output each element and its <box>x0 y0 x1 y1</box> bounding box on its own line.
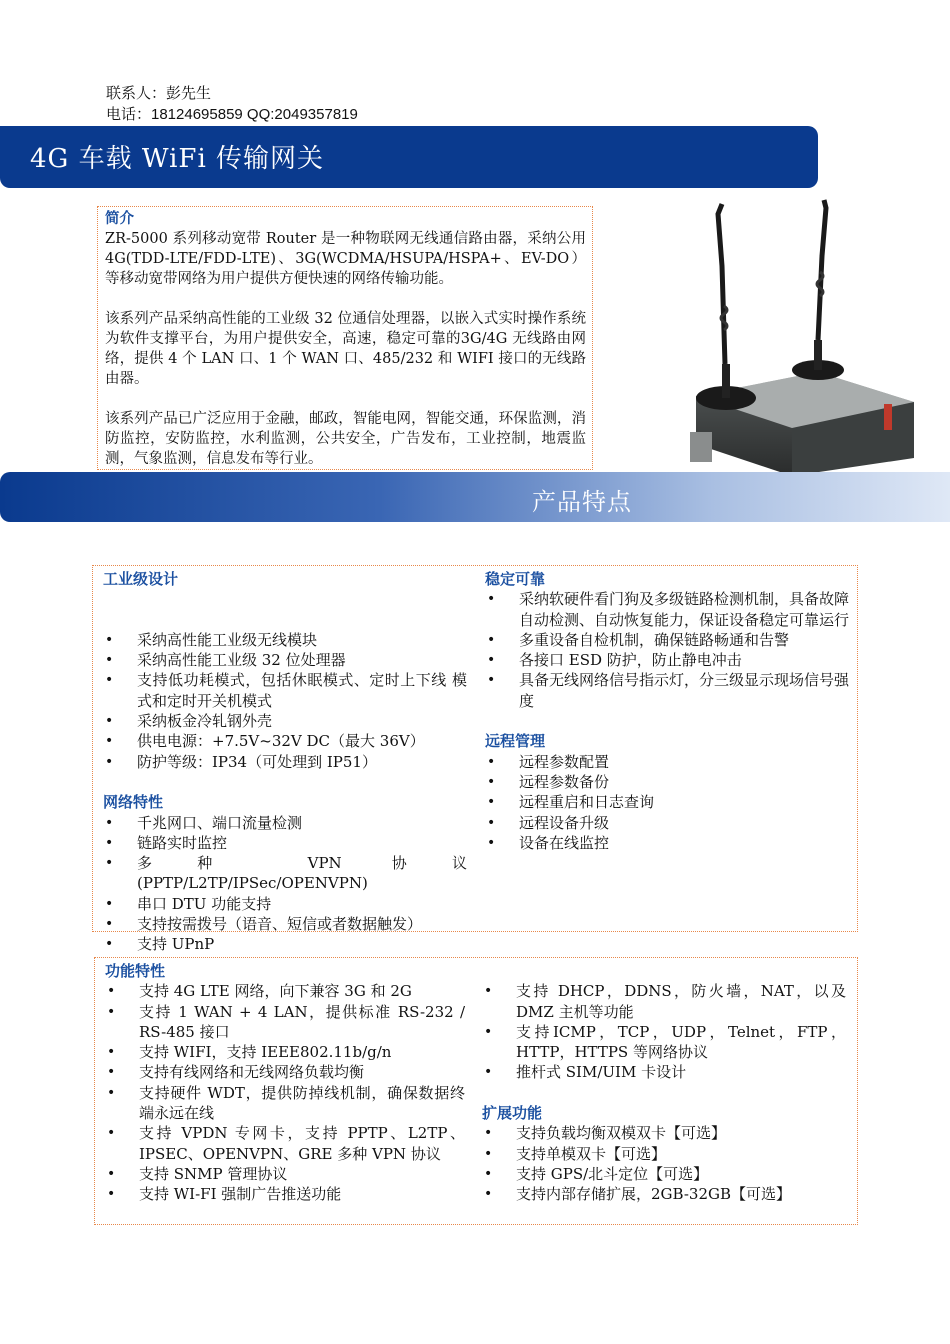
list-item: • 支持 1 WAN + 4 LAN，提供标准 RS-232 / RS-485 接口 <box>105 1002 465 1043</box>
intro-paragraph: 该系列产品采纳高性能的工业级 32 位通信处理器，以嵌入式实时操作系统为软件支撑平台，为用户提供安全，高速，稳定可靠的3G/4G 无线路由网络，提供 4 个 LAN 口、1 个 WAN 口、485/232 和 WIFI 接口的无线路由器。 <box>105 311 586 387</box>
contact-person: 联系人：彭先生 <box>106 85 212 102</box>
list-item: • 支持 4G LTE 网络，向下兼容 3G 和 2G <box>105 981 465 1001</box>
intro-paragraph: 该系列产品已广泛应用于金融，邮政，智能电网，智能交通，环保监测，消防监控，安防监控，水利监测，公共安全，广告发布，工业控制，地震监测，气象监测，信息发布等行业。 <box>105 411 586 467</box>
list-item: • 支持 DHCP，DDNS，防火墙，NAT，以及 DMZ 主机等功能 <box>482 981 846 1022</box>
title-banner <box>0 126 818 188</box>
intro-heading: 简介 <box>105 210 134 227</box>
list-item: • 采纳软硬件看门狗及多级链路检测机制，具备故障自动检测、自动恢复能力，保证设备稳定可靠运行 <box>485 589 849 630</box>
features-band <box>0 472 950 522</box>
features-box <box>92 565 858 954</box>
list-item: • 远程参数备份 <box>485 772 849 792</box>
industrial-heading: 工业级设计 <box>103 570 179 588</box>
list-item: • 支持按需拨号（语音、短信或者数据触发） <box>103 914 467 934</box>
features-band-title: 产品特点 <box>532 488 632 516</box>
intro-box <box>97 206 593 470</box>
list-item: • 供电电源：+7.5V~32V DC（最大 36V） <box>103 731 467 751</box>
list-item: • 支持内部存储扩展，2GB-32GB【可选】 <box>482 1184 846 1204</box>
list-item: • 链路实时监控 <box>103 833 467 853</box>
list-item: • 串口 DTU 功能支持 <box>103 894 467 914</box>
list-item: • 各接口 ESD 防护，防止静电冲击 <box>485 650 849 670</box>
list-item: • 设备在线监控 <box>485 833 849 853</box>
list-item: • 远程参数配置 <box>485 752 849 772</box>
list-item: • 采纳高性能工业级无线模块 <box>103 630 467 650</box>
remote-list <box>485 752 849 853</box>
industrial-list <box>103 630 467 772</box>
list-item: • 多重设备自检机制，确保链路畅通和告警 <box>485 630 849 650</box>
list-item: • 推杆式 SIM/UIM 卡设计 <box>482 1062 846 1082</box>
stable-heading: 稳定可靠 <box>485 570 546 588</box>
functions-right-list <box>482 981 846 1082</box>
extension-heading: 扩展功能 <box>482 1104 543 1123</box>
list-item: • 千兆网口、端口流量检测 <box>103 813 467 833</box>
list-item: • 采纳板金冷轧钢外壳 <box>103 711 467 731</box>
functions-heading: 功能特性 <box>105 962 166 980</box>
list-item: • 防护等级：IP34（可处理到 IP51） <box>103 752 467 772</box>
list-item: • 支持 WI-FI 强制广告推送功能 <box>105 1184 465 1204</box>
functions-box <box>94 957 858 1225</box>
list-item: • 支持 UPnP <box>103 934 467 954</box>
list-item: • 支持负载均衡双模双卡【可选】 <box>482 1123 846 1143</box>
functions-list <box>105 981 465 1204</box>
list-item: • 多种 VPN 协议(PPTP/L2TP/IPSec/OPENVPN) <box>103 853 467 894</box>
list-item: • 支持 VPDN 专网卡，支持 PPTP、L2TP、IPSEC、OPENVPN、GRE 多种 VPN 协议 <box>105 1123 465 1164</box>
contact-phone: 电话：18124695859 QQ:2049357819 <box>106 106 358 123</box>
features-left-column <box>103 569 467 955</box>
features-right-column <box>485 569 849 853</box>
list-item: • 支持 SNMP 管理协议 <box>105 1164 465 1184</box>
router-image <box>688 196 914 476</box>
remote-heading: 远程管理 <box>485 732 546 751</box>
list-item: • 远程重启和日志查询 <box>485 792 849 812</box>
list-item: • 支持有线网络和无线网络负载均衡 <box>105 1062 465 1082</box>
functions-left-column <box>105 961 465 1205</box>
list-item: • 支持 GPS/北斗定位【可选】 <box>482 1164 846 1184</box>
list-item: • 采纳高性能工业级 32 位处理器 <box>103 650 467 670</box>
list-item: • 支持 WIFI，支持 IEEE802.11b/g/n <box>105 1042 465 1062</box>
extension-list <box>482 1123 846 1204</box>
list-item: • 支持硬件 WDT，提供防掉线机制，确保数据终端永远在线 <box>105 1083 465 1124</box>
intro-paragraph: ZR-5000 系列移动宽带 Router 是一种物联网无线通信路由器，采纳公用4G(TDD-LTE/FDD-LTE)、3G(WCDMA/HSUPA/HSPA+、EV-DO）等移动宽带网络为用户提供方便快速的网络传输功能。 <box>105 231 586 287</box>
list-item: • 支持ICMP，TCP，UDP，Telnet，FTP，HTTP，HTTPS 等网络协议 <box>482 1022 846 1063</box>
stable-list <box>485 589 849 711</box>
list-item: • 远程设备升级 <box>485 813 849 833</box>
list-item: • 支持单模双卡【可选】 <box>482 1144 846 1164</box>
functions-right-column <box>482 981 846 1204</box>
page-title: 4G 车载 WiFi 传输网关 <box>30 144 325 174</box>
network-heading: 网络特性 <box>103 793 164 812</box>
network-list <box>103 813 467 955</box>
list-item: • 支持低功耗模式，包括休眠模式、定时上下线 模式和定时开关机模式 <box>103 670 467 711</box>
list-item: • 具备无线网络信号指示灯，分三级显示现场信号强度 <box>485 670 849 711</box>
